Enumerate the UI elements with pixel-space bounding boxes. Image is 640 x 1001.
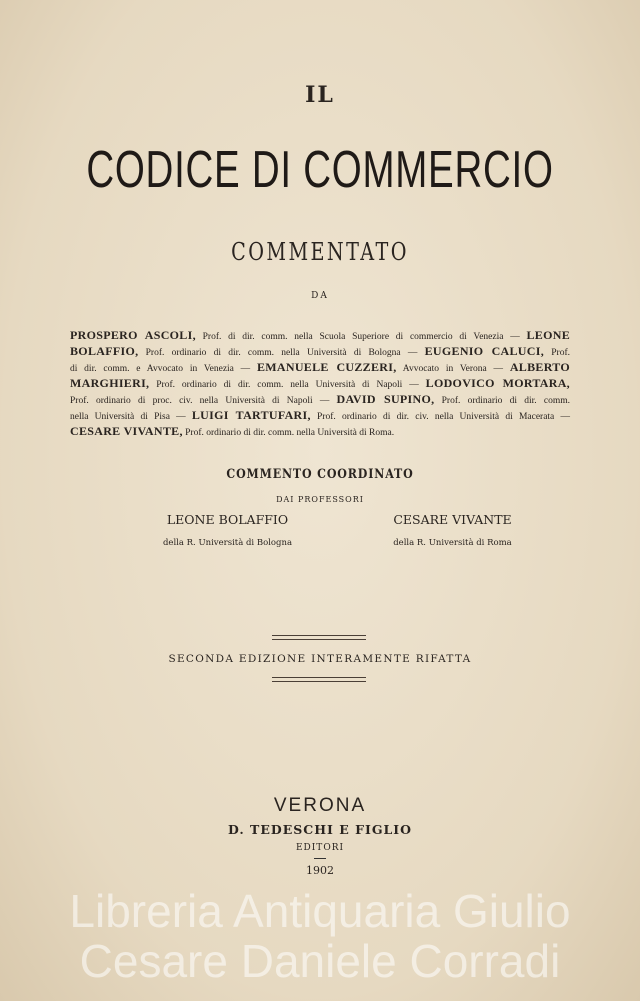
- author-name: PROSPERO ASCOLI,: [70, 328, 196, 342]
- authors-line: [70, 327, 570, 343]
- author-affiliation: Prof.: [544, 348, 570, 358]
- edition-note: SECONDA EDIZIONE INTERAMENTE RIFATTA: [168, 653, 472, 665]
- author-name: BOLAFFIO,: [70, 344, 139, 358]
- author-affiliation: Prof. ordinario di proc. civ. nella Università di Napoli —: [70, 396, 337, 406]
- author-name: ALBERTO: [509, 360, 570, 374]
- coordination-title: COMMENTO COORDINATO: [226, 467, 414, 482]
- authors-line: [70, 407, 570, 423]
- author-name: LODOVICO MORTARA,: [425, 376, 570, 390]
- author-affiliation: nella Università di Pisa —: [70, 412, 192, 422]
- author-name: EUGENIO CALUCI,: [424, 344, 545, 358]
- divider: [272, 635, 366, 640]
- author-affiliation: Prof. ordinario di dir. comm.: [434, 396, 570, 406]
- book-subtitle: COMMENTATO: [231, 238, 409, 266]
- author-affiliation: Prof. di dir. comm. nella Scuola Superiore di commercio di Venezia —: [195, 332, 527, 342]
- author-name: LEONE: [526, 328, 570, 342]
- author-name: DAVID SUPINO,: [336, 392, 435, 406]
- authors-line: [70, 391, 570, 407]
- author-name: EMANUELE CUZZERI,: [256, 360, 397, 374]
- editor-affiliation: della R. Università di Bologna: [162, 538, 293, 548]
- authors-line: [70, 375, 570, 391]
- imprint-editori: EDITORI: [295, 843, 345, 853]
- divider: [314, 858, 326, 859]
- author-name: MARGHIERI,: [70, 376, 150, 390]
- author-affiliation: Prof. ordinario di dir. comm. nella Università di Bologna —: [138, 348, 425, 358]
- imprint-city: VERONA: [273, 795, 367, 816]
- dai-professori: DAI PROFESSORI: [276, 495, 364, 504]
- author-affiliation: Prof. ordinario di dir. comm. nella Università di Roma.: [182, 428, 395, 438]
- imprint-year: 1902: [306, 864, 334, 877]
- divider: [272, 677, 366, 682]
- author-affiliation: Prof. ordinario di dir. civ. nella Università di Macerata —: [310, 412, 570, 422]
- author-affiliation: Avvocato in Verona —: [396, 364, 510, 374]
- author-affiliation: di dir. comm. e Avvocato in Venezia —: [70, 364, 257, 374]
- article-il: IL: [305, 82, 335, 108]
- editor-name: CESARE VIVANTE: [393, 512, 512, 527]
- da-label: DA: [311, 291, 329, 301]
- editor-name: LEONE BOLAFFIO: [166, 512, 289, 527]
- authors-block: [70, 327, 570, 439]
- book-title: CODICE DI COMMERCIO: [86, 141, 554, 199]
- authors-line: [70, 423, 570, 439]
- author-name: CESARE VIVANTE,: [70, 424, 183, 438]
- authors-line: [70, 343, 570, 359]
- authors-line: [70, 359, 570, 375]
- imprint-publisher: D. TEDESCHI E FIGLIO: [227, 822, 413, 837]
- editor-affiliation: della R. Università di Roma: [393, 538, 512, 548]
- watermark: Libreria Antiquaria Giulio Cesare Daniele Corradi: [69, 885, 571, 987]
- author-affiliation: Prof. ordinario di dir. comm. nella Università di Napoli —: [149, 380, 426, 390]
- author-name: LUIGI TARTUFARI,: [191, 408, 311, 422]
